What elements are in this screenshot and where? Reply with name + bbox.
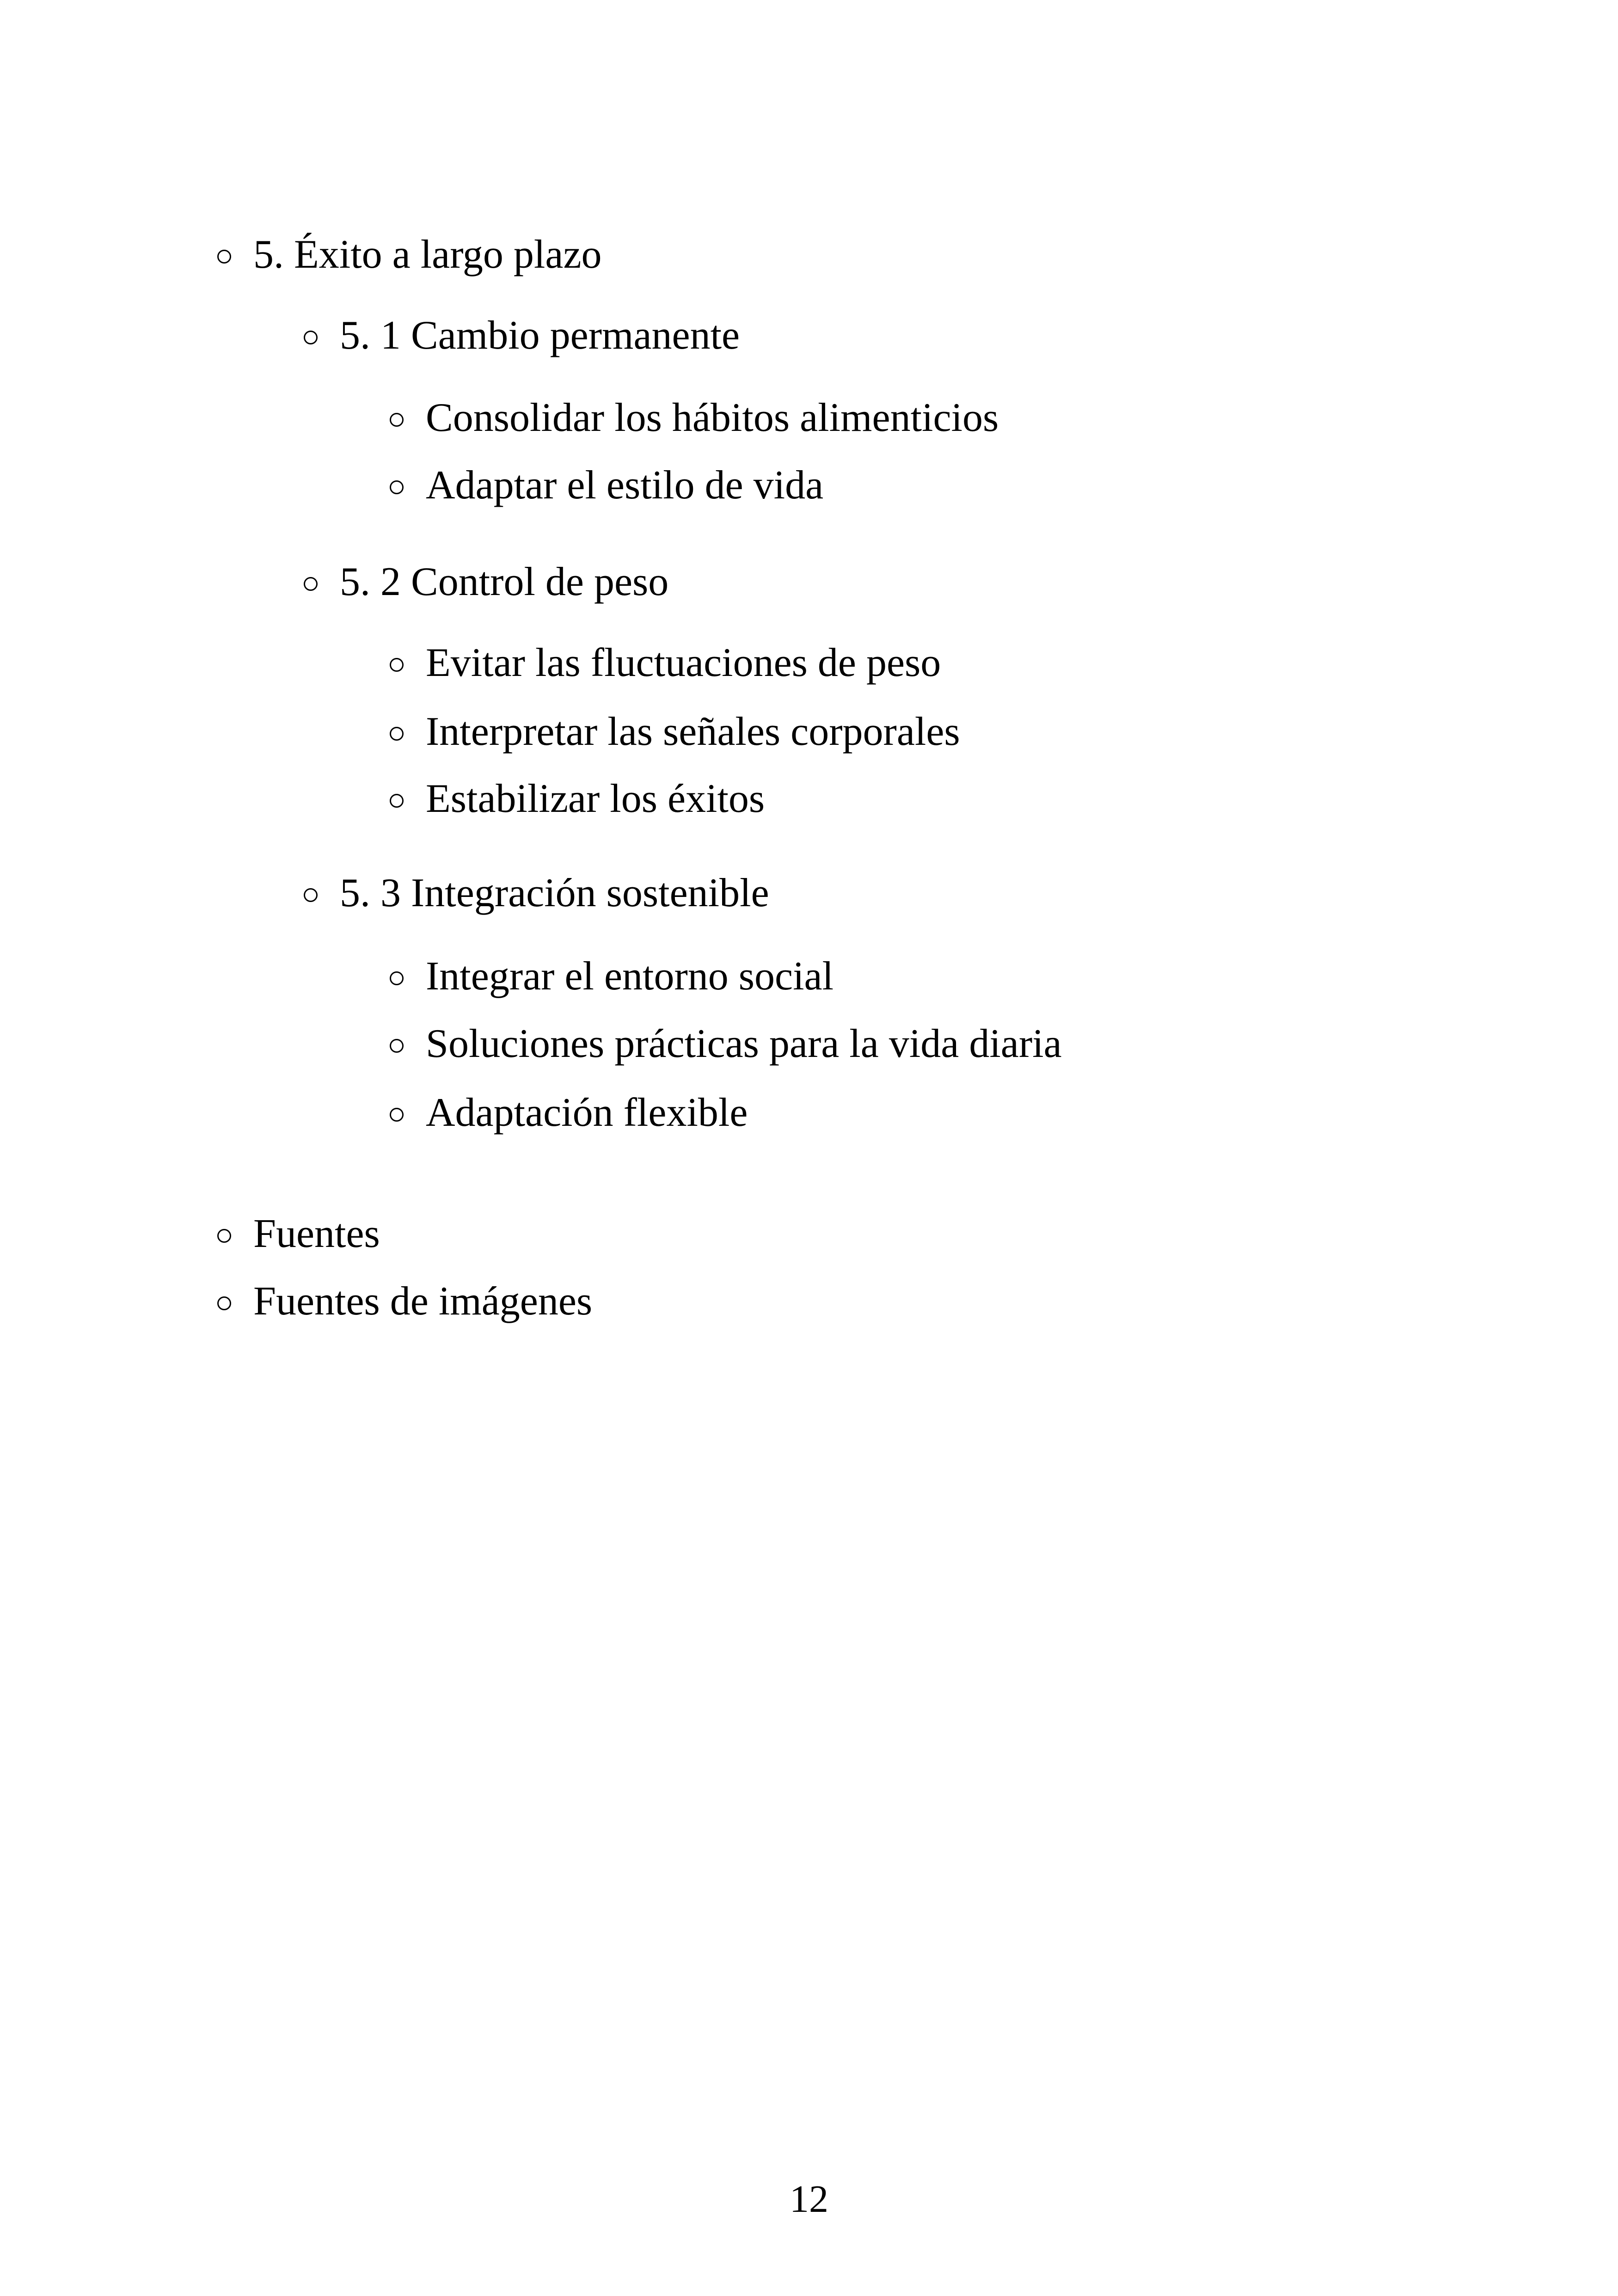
outline-item-point <box>390 458 823 513</box>
hollow-circle-bullet-icon <box>390 971 404 985</box>
outline-item-label: Evitar las fluctuaciones de peso <box>426 640 941 685</box>
outline-item-subsection-5-1 <box>304 308 740 363</box>
outline-item-label: Fuentes <box>253 1211 380 1256</box>
page-number: 12 <box>790 2178 828 2221</box>
outline-item-subsection-5-3 <box>304 866 769 921</box>
hollow-circle-bullet-icon <box>390 794 404 808</box>
outline-item-point <box>390 1016 1062 1072</box>
hollow-circle-bullet-icon <box>217 1229 231 1243</box>
hollow-circle-bullet-icon <box>390 413 404 427</box>
outline-item-section-5 <box>217 227 602 282</box>
outline-item-subsection-5-2 <box>304 554 668 610</box>
outline-item-point <box>390 704 960 760</box>
outline-item-point <box>390 635 941 691</box>
outline-item-label: Adaptación flexible <box>426 1090 748 1135</box>
outline-item-sources <box>217 1206 380 1262</box>
outline-item-point <box>390 1085 748 1141</box>
outline-item-point <box>390 949 834 1004</box>
hollow-circle-bullet-icon <box>390 727 404 741</box>
outline-item-label: Fuentes de imágenes <box>253 1279 593 1324</box>
hollow-circle-bullet-icon <box>390 658 404 672</box>
outline-item-label: 5. 2 Control de peso <box>340 559 669 604</box>
hollow-circle-bullet-icon <box>304 577 318 591</box>
outline-item-label: Estabilizar los éxitos <box>426 776 765 821</box>
hollow-circle-bullet-icon <box>304 331 318 344</box>
outline-item-label: Consolidar los hábitos alimenticios <box>426 395 999 440</box>
outline-item-label: Integrar el entorno social <box>426 954 834 999</box>
outline-item-label: Soluciones prácticas para la vida diaria <box>426 1021 1062 1066</box>
outline-item-point <box>390 390 999 446</box>
outline-item-point <box>390 771 765 827</box>
outline-item-label: 5. 1 Cambio permanente <box>340 313 740 358</box>
outline-item-label: Interpretar las señales corporales <box>426 709 960 754</box>
hollow-circle-bullet-icon <box>304 888 318 902</box>
hollow-circle-bullet-icon <box>217 250 231 264</box>
hollow-circle-bullet-icon <box>390 1108 404 1122</box>
outline-item-label: 5. 3 Integración sostenible <box>340 871 769 915</box>
outline-item-image-sources <box>217 1274 592 1329</box>
hollow-circle-bullet-icon <box>390 480 404 494</box>
outline-item-label: 5. Éxito a largo plazo <box>253 232 602 277</box>
outline-item-label: Adaptar el estilo de vida <box>426 463 824 508</box>
hollow-circle-bullet-icon <box>217 1296 231 1310</box>
hollow-circle-bullet-icon <box>390 1039 404 1053</box>
